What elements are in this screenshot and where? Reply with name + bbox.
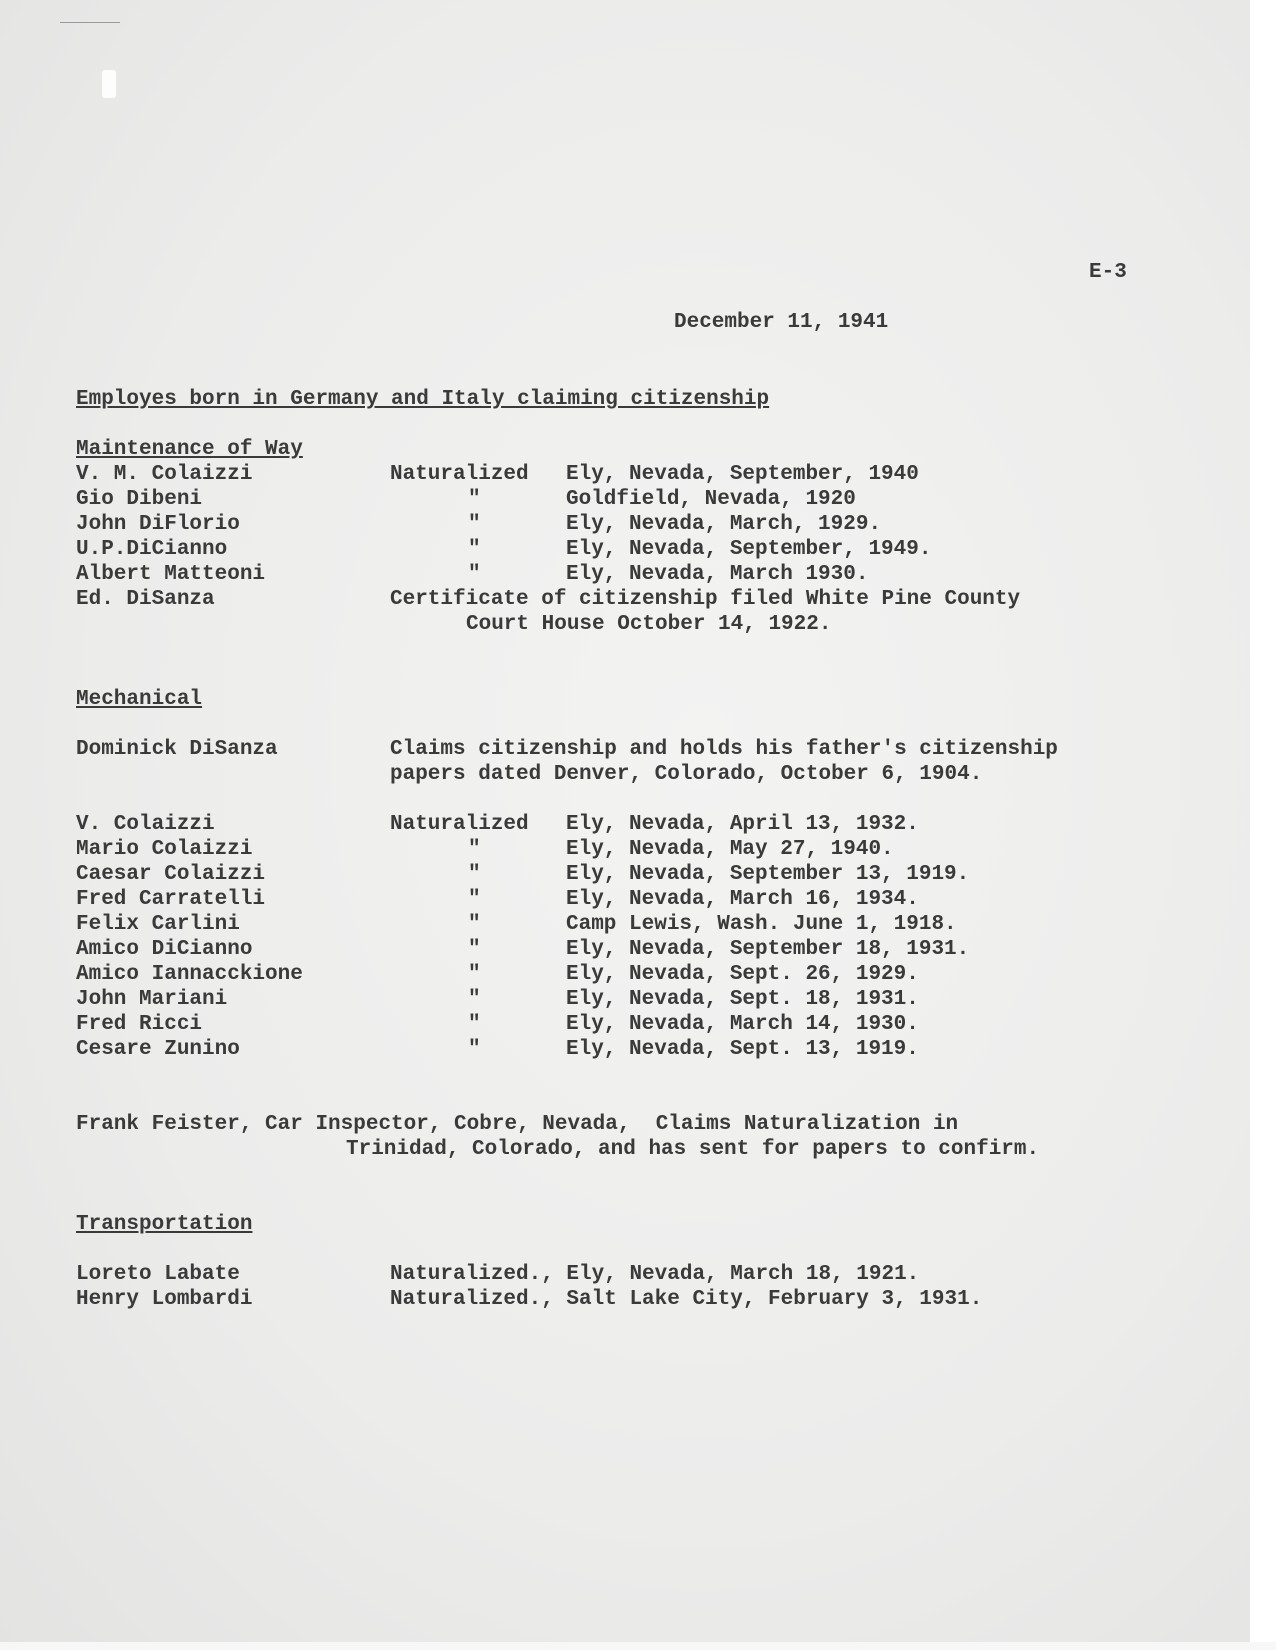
naturalization-detail: Ely, Nevada, Sept. 18, 1931. [566, 988, 919, 1011]
ditto-mark: " [468, 563, 481, 586]
naturalization-detail: Camp Lewis, Wash. June 1, 1918. [566, 913, 957, 936]
ditto-mark: " [468, 938, 481, 961]
certificate-detail: Certificate of citizenship filed White Pine County [390, 588, 1021, 611]
section-heading-transportation: Transportation [76, 1213, 253, 1236]
section-heading-mechanical: Mechanical [76, 688, 203, 711]
employee-name: Fred Ricci [76, 1013, 203, 1036]
naturalization-detail: Ely, Nevada, March 1930. [566, 563, 869, 586]
table-row [76, 837, 1216, 862]
naturalization-detail: Ely, Nevada, September 18, 1931. [566, 938, 970, 961]
ditto-mark: " [468, 863, 481, 886]
employee-name: Ed. DiSanza [76, 588, 215, 611]
feister-note-continued: Trinidad, Colorado, and has sent for papers to confirm. [346, 1138, 1040, 1161]
ditto-mark: " [468, 513, 481, 536]
table-row [76, 562, 1216, 587]
corner-mark [60, 22, 120, 23]
table-row [76, 512, 1216, 537]
table-row [76, 1037, 1216, 1062]
naturalization-detail: Goldfield, Nevada, 1920 [566, 488, 856, 511]
ditto-mark: " [468, 988, 481, 1011]
table-row [76, 812, 1216, 837]
naturalization-status: Naturalized [390, 813, 529, 836]
employee-name: Fred Carratelli [76, 888, 266, 911]
naturalization-detail: Ely, Nevada, Sept. 13, 1919. [566, 1038, 919, 1061]
table-row [76, 912, 1216, 937]
certificate-detail-continued: Court House October 14, 1922. [466, 613, 832, 636]
page-edge-bottom [0, 1642, 1276, 1650]
ditto-mark: " [468, 538, 481, 561]
ditto-mark: " [468, 913, 481, 936]
naturalization-detail: Ely, Nevada, Sept. 26, 1929. [566, 963, 919, 986]
table-row [76, 987, 1216, 1012]
section-heading-maintenance: Maintenance of Way [76, 438, 303, 461]
table-row [76, 1012, 1216, 1037]
table-row [76, 1287, 1216, 1312]
ditto-mark: " [468, 888, 481, 911]
citizenship-claim: Claims citizenship and holds his father's citizenship [390, 738, 1058, 761]
table-row [76, 587, 1216, 612]
naturalization-detail: Ely, Nevada, March, 1929. [566, 513, 882, 536]
employee-name: V. M. Colaizzi [76, 463, 253, 486]
naturalization-detail: Ely, Nevada, September, 1949. [566, 538, 932, 561]
employee-name: Henry Lombardi [76, 1288, 253, 1311]
ditto-mark: " [468, 1038, 481, 1061]
document-date: December 11, 1941 [674, 311, 889, 334]
employee-name: Albert Matteoni [76, 563, 266, 586]
ditto-mark: " [468, 488, 481, 511]
table-row [76, 862, 1216, 887]
table-row [76, 537, 1216, 562]
employee-name: Gio Dibeni [76, 488, 203, 511]
feister-note: Frank Feister, Car Inspector, Cobre, Nevada, Claims Naturalization in [76, 1113, 959, 1136]
employee-name: John DiFlorio [76, 513, 240, 536]
employee-name: Felix Carlini [76, 913, 240, 936]
table-row [76, 937, 1216, 962]
employee-name: Cesare Zunino [76, 1038, 240, 1061]
naturalization-detail: Ely, Nevada, May 27, 1940. [566, 838, 894, 861]
table-row [76, 1262, 1216, 1287]
naturalization-detail: Naturalized., Ely, Nevada, March 18, 1921. [390, 1263, 920, 1286]
table-row [76, 962, 1216, 987]
employee-name: Loreto Labate [76, 1263, 240, 1286]
table-row [76, 487, 1216, 512]
naturalization-detail: Ely, Nevada, September, 1940 [566, 463, 919, 486]
employee-name: Dominick DiSanza [76, 738, 278, 761]
employee-name: John Mariani [76, 988, 228, 1011]
ditto-mark: " [468, 963, 481, 986]
employee-name: Caesar Colaizzi [76, 863, 266, 886]
document-title: Employes born in Germany and Italy claiming citizenship [76, 388, 770, 411]
table-row [76, 462, 1216, 487]
employee-name: Mario Colaizzi [76, 838, 253, 861]
ditto-mark: " [468, 838, 481, 861]
ditto-mark: " [468, 1013, 481, 1036]
naturalization-detail: Ely, Nevada, September 13, 1919. [566, 863, 970, 886]
naturalization-detail: Ely, Nevada, March 16, 1934. [566, 888, 919, 911]
table-row [76, 737, 1216, 762]
employee-name: Amico Iannacckione [76, 963, 303, 986]
naturalization-detail: Ely, Nevada, March 14, 1930. [566, 1013, 919, 1036]
naturalization-detail: Naturalized., Salt Lake City, February 3, 1931. [390, 1288, 983, 1311]
paper-smudge [102, 70, 116, 98]
employee-name: Amico DiCianno [76, 938, 253, 961]
employee-name: V. Colaizzi [76, 813, 215, 836]
naturalization-detail: Ely, Nevada, April 13, 1932. [566, 813, 919, 836]
page-number: E-3 [1089, 261, 1127, 284]
page-edge [1250, 0, 1276, 1650]
naturalization-status: Naturalized [390, 463, 529, 486]
citizenship-claim-continued: papers dated Denver, Colorado, October 6, 1904. [390, 763, 983, 786]
table-row [76, 887, 1216, 912]
employee-name: U.P.DiCianno [76, 538, 228, 561]
